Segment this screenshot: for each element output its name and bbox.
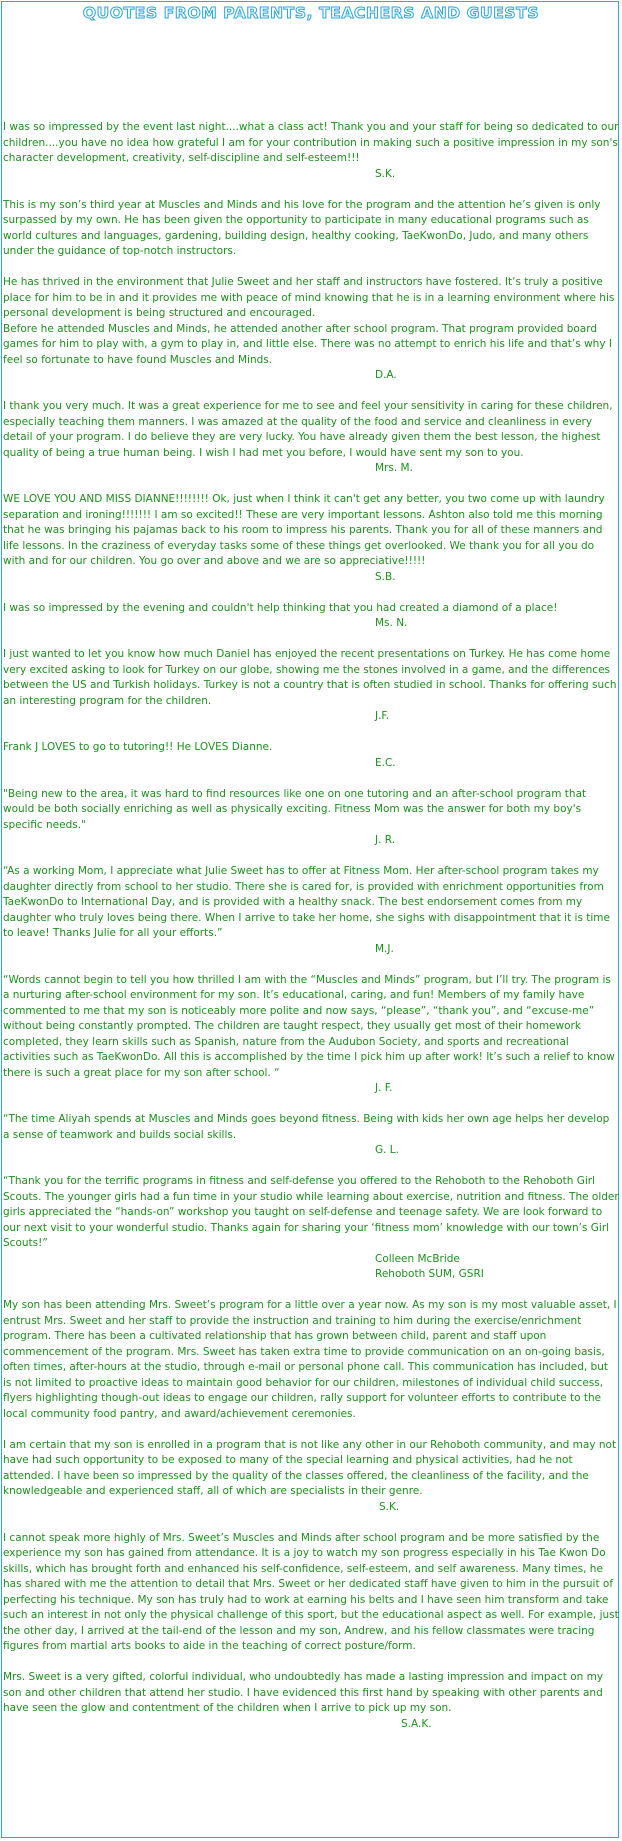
quote-text: I am certain that my son is enrolled in a program that is not like any other in our Rehoboth community, and may not have had such opportunity to be exposed to many of the special learning and physical activities, had he not attended. I have been so impressed by the quality of the classes offered, the cleanliness of the facility, and the knowledgeable and experienced staff, all of which are specialists in their genre.	[3, 1438, 617, 1497]
quote-signature: J. R.	[375, 834, 396, 846]
quote-text: This is my son’s third year at Muscles and Minds and his love for the program and the attention he’s given is only surpassed by my own. He has been given the opportunity to participate in many educational programs such as world cultures and languages, gardening, building design, healthy cooking, TaeKwonDo, Judo, and many others under the guidance of top-notch instructors.	[3, 198, 601, 257]
quote-text: “Words cannot begin to tell you how thrilled I am with the “Muscles and Minds” program, but I’ll try. The program is a nurturing after-school environment for my son. It’s educational, caring, and fun! Members of my family have commented to me that my son is noticeably more polite and now says, “please”, “thank you”, and “excuse-me” without being constantly prompted. The children are taught respect, they usually get most of their homework completed, they learn skills such as Spanish, nature from the Audubon Society, and sports and recreational activities such as TaeKwonDo. All this is accomplished by the time I pick him up after work! It’s such a relief to know there is such a great place for my son after school. “	[3, 973, 615, 1079]
quote-spacer	[3, 1422, 619, 1438]
quote-text: Mrs. Sweet is a very gifted, colorful individual, who undoubtedly has made a lasting impression and impact on my son and other children that attend her studio. I have evidenced this first hand by speaking with other parents and have seen the glow and contentment of the children when I arrive to pick up my son.	[3, 1671, 604, 1714]
quote-text: He has thrived in the environment that Julie Sweet and her staff and instructors have fostered. It’s truly a positive place for him to be in and it provides me with peace of mind knowing that he is in a learning environment where his personal development is being structured and encouraged.	[3, 276, 615, 319]
quote-gl	[3, 1112, 619, 1159]
quote-text: I just wanted to let you know how much Daniel has enjoyed the recent presentations on Turkey. He has come home very excited asking to look for Turkey on our globe, showing me the stones involved in a game, and the differences between the US and Turkish holidays. Turkey is not a country that is often studied in school. Thanks for offering such an interesting program for the children.	[3, 648, 617, 707]
quote-ec	[3, 740, 619, 771]
quote-signature: Ms. N.	[375, 617, 408, 629]
quote-text: I cannot speak more highly of Mrs. Sweet’s Muscles and Minds after school program and be more satisfied by the experience my son has gained from attendance. It is a joy to watch my son progress especially in his Tae Kwon Do skills, which has brought forth and enhanced his self-confidence, self-esteem, and self awareness. Many times, he has shared with me the attention to detail that Mrs. Sweet or her dedicated staff have given to him in the pursuit of perfecting his technique. My son has truly had to work at earning his belts and I have seen him transform and take such an interest in not only the physical challenge of this sport, but the educational aspect as well. For example, just the other day, I arrived at the tail-end of the lesson and my son, Andrew, and his fellow classmates were tracing figures from martial arts books to aide in the teaching of correct posture/form.	[3, 1531, 619, 1652]
quote-signature: S.K.	[379, 1500, 400, 1513]
quote-text: “The time Aliyah spends at Muscles and Minds goes beyond fitness. Being with kids her own age helps her develop a sense of teamwork and builds social skills.	[3, 1113, 610, 1141]
quote-sak	[3, 1531, 619, 1733]
quote-jf-1	[3, 647, 619, 725]
quotes-list	[3, 120, 619, 1748]
quote-text: My son has been attending Mrs. Sweet’s program for a little over a year now. As my son is my most valuable asset, I entrust Mrs. Sweet and her staff to provide the instruction and training to him during the exercise/enrichment program. There has been a cultivated relationship that has grown between child, parent and staff upon commencement of the program. Mrs. Sweet has taken extra time to provide communication on an on-going basis, often times, after-hours at the studio, through e-mail or personal phone call. This communication has included, but is not limited to proactive ideas to maintain good behavior for our children, milestones of individual child success, flyers highlighting though-out ideas to engage our children, rally support for volunteer efforts to contribute to the local community food pantry, and award/achievement ceremonies.	[3, 1299, 617, 1420]
quote-da	[3, 198, 619, 384]
quote-jr	[3, 787, 619, 849]
quote-signature: E.C.	[375, 756, 396, 769]
quote-text: “As a working Mom, I appreciate what Julie Sweet has to offer at Fitness Mom. Her after-school program takes my daughter directly from school to her studio. There she is cared for, is provided with enrichment opportunities from TaeKwonDo to International Day, and is provided with a healthy snack. The best endorsement comes from my daughter who truly loves being there. When I arrive to take her home, she sighs with disappointment that it is time to leave! Thanks Julie for all your efforts.”	[3, 865, 610, 939]
quote-text: "Being new to the area, it was hard to find resources like one on one tutoring and an after-school program that would be both socially enriching as well as physically exciting. Fitness Mom was the answer for both my boy's specific needs."	[3, 787, 587, 831]
quote-signature: J. F.	[375, 1082, 393, 1094]
quote-spacer	[3, 260, 619, 276]
quote-signature: S.B.	[375, 570, 396, 583]
quote-signature-org: Rehoboth SUM, GSRI	[375, 1268, 484, 1280]
page-title: QUOTES FROM PARENTS, TEACHERS AND GUESTS	[82, 4, 540, 22]
quote-sk-1	[3, 120, 619, 182]
quote-signature: G. L.	[375, 1144, 399, 1156]
quote-text: “Thank you for the terrific programs in fitness and self-defense you offered to the Rehoboth to the Rehoboth Girl Scouts. The younger girls had a fun time in your studio while learning about exercise, nutrition and fitness. The older girls appreciated the “hands-on” workshop you taught on self-defense and teenage safety. We are look forward to our next visit to your wonderful studio. Thanks again for sharing your ‘fitness mom’ knowledge with our town’s Girl Scouts!”	[3, 1175, 619, 1249]
quote-text: I thank you very much. It was a great experience for me to see and feel your sensitivity in caring for these children, especially teaching them manners. I was amazed at the quality of the food and service and cleanliness in every detail of your program. I do believe they are very lucky. You have already given them the best lesson, the highest quality of being a true human being. I wish I had met you before, I would have sent my son to you.	[3, 400, 613, 459]
quote-sb	[3, 492, 619, 585]
quote-text: I was so impressed by the event last night....what a class act! Thank you and your staff for being so dedicated to our children....you have no idea how grateful I am for your contribution in making such a positive impression in my son's character development, creativity, self-discipline and self-esteem!!!	[3, 121, 619, 164]
quote-signature: S.K.	[375, 167, 396, 180]
quote-signature: S.A.K.	[401, 1717, 432, 1730]
quote-signature: J.F.	[375, 710, 390, 722]
quote-sk-2	[3, 1298, 619, 1515]
quote-mj	[3, 864, 619, 957]
quote-ms-n	[3, 601, 619, 632]
quote-signature: Mrs. M.	[375, 462, 413, 474]
quote-signature: Colleen McBride	[375, 1252, 460, 1265]
quote-text: Before he attended Muscles and Minds, he attended another after school program. That program provided board games for him to play with, a gym to play in, and little else. There was no attempt to enrich his life and that’s why I feel so fortunate to have found Muscles and Minds.	[3, 322, 612, 366]
quote-mrs-m	[3, 399, 619, 477]
quote-colleen	[3, 1174, 619, 1283]
quote-signature: D.A.	[375, 369, 397, 381]
quote-signature: M.J.	[375, 942, 394, 955]
quote-text: Frank J LOVES to go to tutoring!! He LOVES Dianne.	[3, 741, 273, 753]
quote-text: I was so impressed by the evening and couldn't help thinking that you had created a diamond of a place!	[3, 601, 558, 614]
quote-jf-2	[3, 973, 619, 1097]
quote-text: WE LOVE YOU AND MISS DIANNE!!!!!!!! Ok, just when I think it can't get any better, you two come up with laundry separation and ironing!!!!!!! I am so excited!! These are very important lessons. Ashton also told me this morning that he was bringing his pajamas back to his room to impress his parents. Thank you for all of these manners and life lessons. In the craziness of everyday tasks some of these things get overlooked. We thank you for all you do with and for our children. You go over and above and we are so appreciative!!!!!	[3, 493, 605, 567]
quote-spacer	[3, 1655, 619, 1671]
